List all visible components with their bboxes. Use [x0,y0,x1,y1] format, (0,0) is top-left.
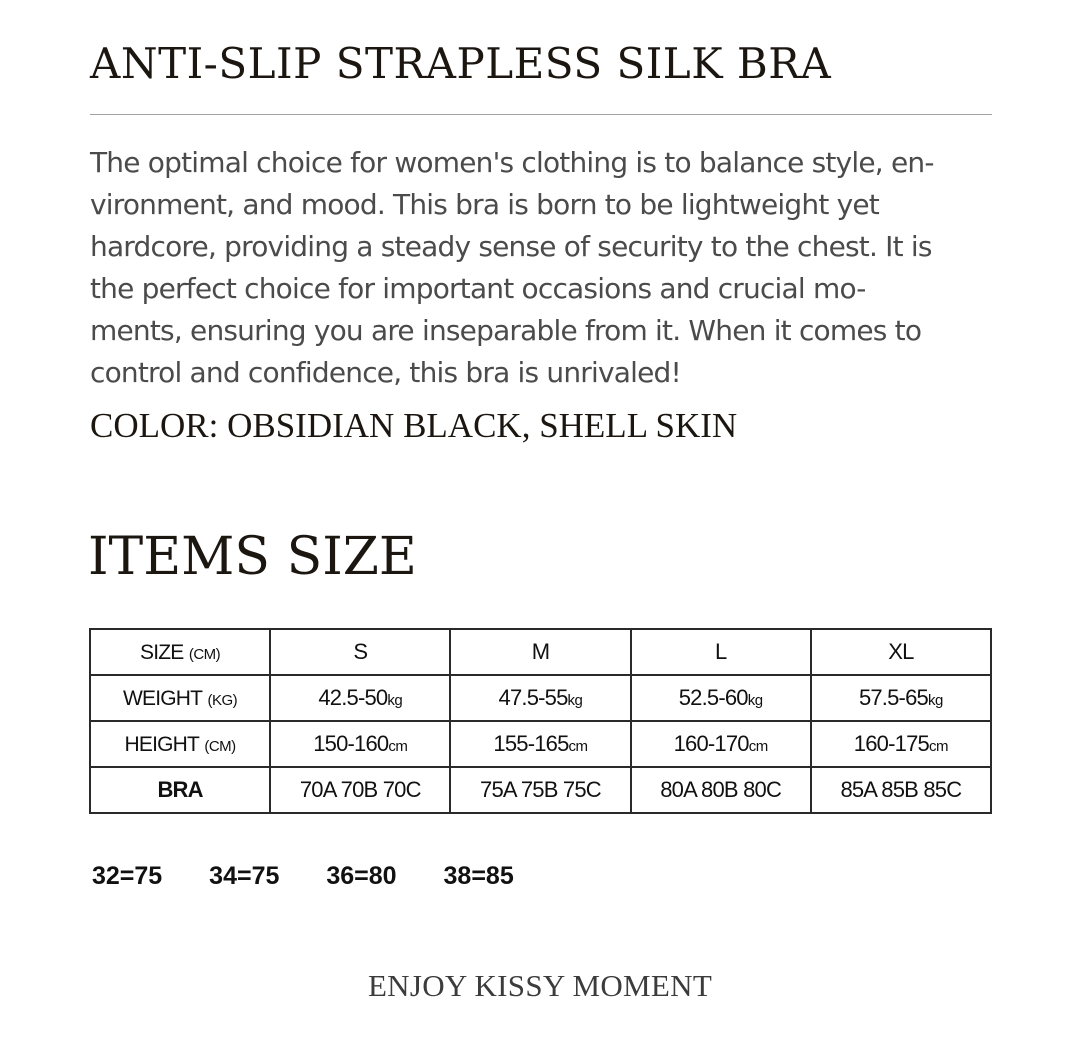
bra-cell: 75A 75B 75C [450,767,630,813]
height-value: 160-170 [673,731,749,756]
height-value: 160-175 [853,731,929,756]
table-row-weight [90,675,991,721]
height-value-unit: cm [388,738,408,755]
title-divider [90,114,992,115]
height-cell [450,721,630,767]
size-cell: XL [811,629,991,675]
weight-cell [631,675,811,721]
description-line: vironment, and mood. This bra is born to be lightweight yet [90,188,879,221]
weight-value-unit: kg [747,692,763,709]
height-cell [631,721,811,767]
bra-cell: 85A 85B 85C [811,767,991,813]
size-section-title: ITEMS SIZE [88,527,417,587]
bra-cell: 70A 70B 70C [270,767,450,813]
band-size-conversions [92,858,554,894]
conversion-item: 36=80 [326,862,397,890]
table-row-height [90,721,991,767]
description-line: control and confidence, this bra is unrivaled! [90,356,681,389]
product-title: ANTI-SLIP STRAPLESS SILK BRA [90,39,832,88]
height-value-unit: cm [568,738,588,755]
weight-cell [450,675,630,721]
size-label: SIZE [140,641,184,664]
height-value: 155-165 [493,731,569,756]
table-row-bra [90,767,991,813]
height-cell [270,721,450,767]
height-value-unit: cm [748,738,768,755]
table-row-size [90,629,991,675]
weight-value: 47.5-55 [498,685,568,710]
weight-value-unit: kg [567,692,583,709]
height-value-unit: cm [928,738,948,755]
footer-slogan: ENJOY KISSY MOMENT [367,968,713,1003]
weight-cell [270,675,450,721]
height-label: HEIGHT [124,733,200,756]
weight-value-unit: kg [927,692,943,709]
size-cell: S [270,629,450,675]
weight-cell [811,675,991,721]
size-table [89,628,992,814]
height-value: 150-160 [313,731,389,756]
bra-cell: 80A 80B 80C [631,767,811,813]
weight-header-cell [90,675,270,721]
description-line: the perfect choice for important occasions and crucial mo- [90,272,866,305]
description-line: hardcore, providing a steady sense of security to the chest. It is [90,230,932,263]
description-line: The optimal choice for women's clothing is to balance style, en- [90,146,934,179]
conversion-item: 32=75 [92,862,163,890]
weight-value: 57.5-65 [858,685,928,710]
bra-header-cell: BRA [90,767,270,813]
conversion-item: 34=75 [209,862,280,890]
color-options: COLOR: OBSIDIAN BLACK, SHELL SKIN [90,406,738,445]
size-cell: M [450,629,630,675]
height-cell [811,721,991,767]
weight-unit: (KG) [207,692,238,709]
height-unit: (CM) [204,738,236,755]
product-description [90,142,995,394]
weight-value: 52.5-60 [678,685,748,710]
size-cell: L [631,629,811,675]
weight-label: WEIGHT [123,687,203,710]
size-unit: (CM) [188,646,221,663]
conversion-item: 38=85 [443,862,514,890]
description-line: ments, ensuring you are inseparable from it. When it comes to [90,314,922,347]
size-header-cell [90,629,270,675]
weight-value: 42.5-50 [318,685,388,710]
weight-value-unit: kg [387,692,403,709]
height-header-cell [90,721,270,767]
